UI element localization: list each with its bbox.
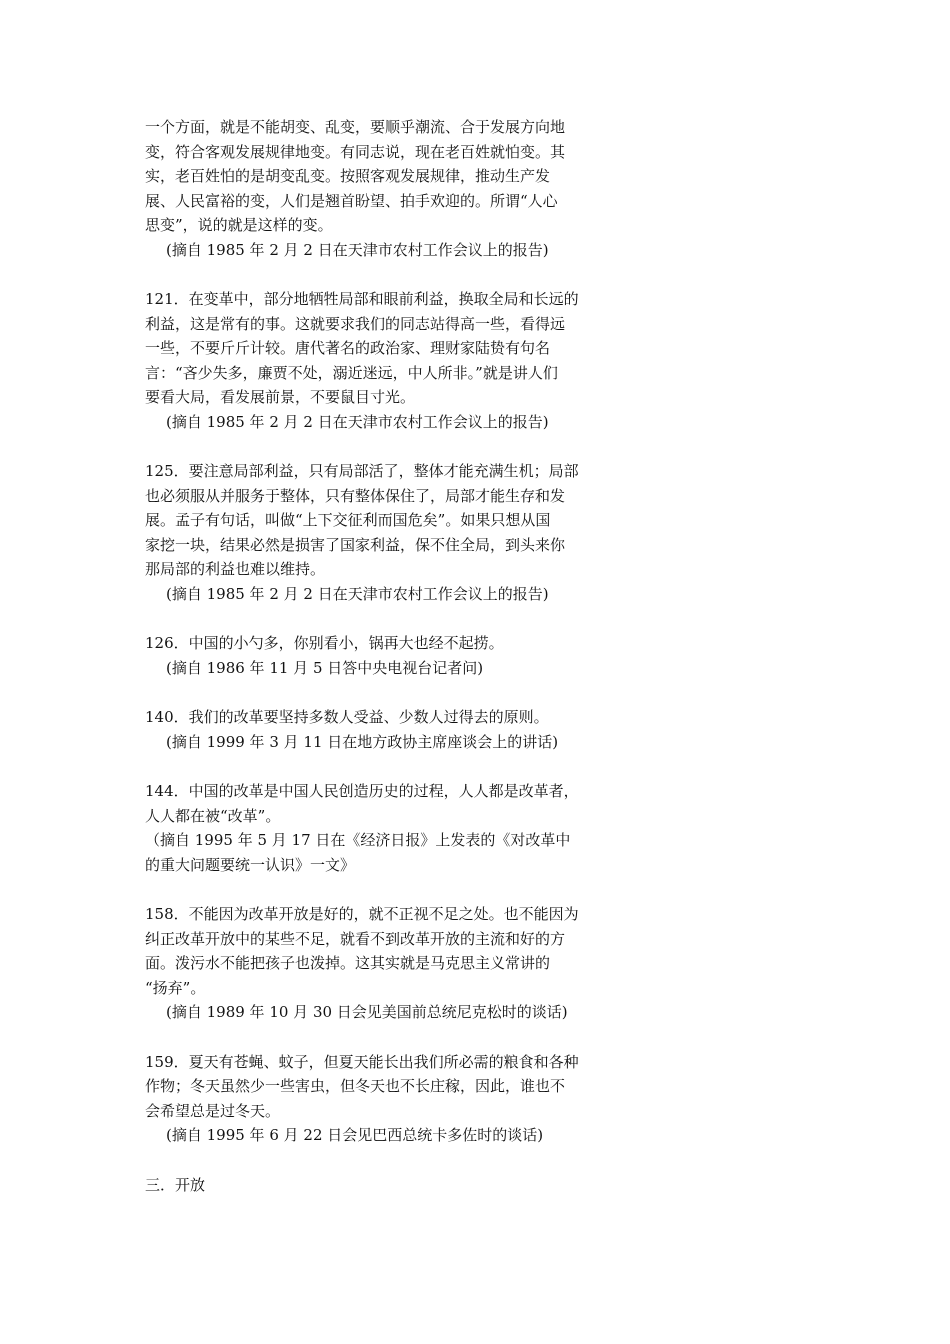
source-citation: (摘自 1985 年 2 月 2 日在天津市农村工作会议上的报告) — [166, 240, 549, 259]
quote-block — [145, 459, 645, 631]
quote-line: “扬弃”。 — [145, 978, 206, 997]
paragraph-gap — [145, 434, 645, 459]
quote-line: 展。孟子有句话，叫做“上下交征利而国危矣”。如果只想从国 — [145, 511, 551, 529]
quote-line: 面。泼污水不能把孩子也泼掉。这其实就是马克思主义常讲的 — [145, 954, 551, 972]
quote-block — [145, 287, 645, 459]
source-citation: (摘自 1989 年 10 月 30 日会见美国前总统尼克松时的谈话) — [166, 1003, 568, 1021]
quote-line: 实，老百姓怕的是胡变乱变。按照客观发展规律，推动生产发 — [145, 167, 551, 185]
paragraph-gap — [145, 1148, 645, 1173]
quote-line: 利益，这是常有的事。这就要求我们的同志站得高一些，看得远 — [145, 314, 566, 333]
quote-line: 变，符合客观发展规律地变。有同志说，现在老百姓就怕变。其 — [145, 142, 566, 161]
document-page — [145, 115, 645, 1197]
source-citation: (摘自 1986 年 11 月 5 日答中央电视台记者问) — [166, 658, 484, 677]
quote-line: 人人都在被“改革”。 — [145, 806, 281, 825]
quote-line: 一些，不要斤斤计较。唐代著名的政治家、理财家陆贽有句名 — [145, 339, 551, 357]
quote-line: 会希望总是过冬天。 — [145, 1101, 281, 1120]
paragraph-gap — [145, 754, 645, 779]
quote-line: 也必须服从并服务于整体，只有整体保住了，局部才能生存和发 — [145, 486, 566, 505]
quote-block — [145, 902, 645, 1050]
quote-line: 纠正改革开放中的某些不足，就看不到改革开放的主流和好的方 — [145, 929, 566, 948]
paragraph-gap — [145, 262, 645, 287]
quote-line: 一个方面，就是不能胡变、乱变，要顺乎潮流、合于发展方向地 — [145, 118, 566, 136]
quote-line: 121．在变革中，部分地牺牲局部和眼前利益，换取全局和长远的 — [145, 290, 579, 308]
quote-line: 那局部的利益也难以维持。 — [145, 560, 326, 578]
paragraph-gap — [145, 877, 645, 902]
quote-block — [145, 1050, 645, 1173]
quote-line: 思变”，说的就是这样的变。 — [145, 216, 333, 234]
quote-line: 140．我们的改革要坚持多数人受益、少数人过得去的原则。 — [145, 708, 549, 726]
source-citation: （摘自 1995 年 5 月 17 日在《经济日报》上发表的《对改革中 — [145, 831, 571, 849]
source-citation: (摘自 1995 年 6 月 22 日会见巴西总统卡多佐时的谈话) — [166, 1126, 544, 1144]
source-citation: (摘自 1985 年 2 月 2 日在天津市农村工作会议上的报告) — [166, 584, 549, 603]
quote-line: 144．中国的改革是中国人民创造历史的过程，人人都是改革者， — [145, 782, 579, 800]
paragraph-gap — [145, 680, 645, 705]
document-body — [145, 115, 645, 1173]
source-citation: (摘自 1999 年 3 月 11 日在地方政协主席座谈会上的讲话) — [166, 732, 559, 751]
quote-block — [145, 779, 645, 902]
quote-block — [145, 705, 645, 779]
source-citation: 的重大问题要统一认识》一文》 — [145, 855, 356, 874]
quote-line: 126．中国的小勺多，你别看小，锅再大也经不起捞。 — [145, 634, 504, 652]
quote-line: 言：“吝少失多，廉贾不处，溺近迷远，中人所非。”就是讲人们 — [145, 363, 558, 382]
section-heading: 三．开放 — [145, 1175, 206, 1194]
quote-line: 展、人民富裕的变，人们是翘首盼望、拍手欢迎的。所谓“人心 — [145, 191, 558, 210]
paragraph-gap — [145, 1025, 645, 1050]
quote-line: 作物；冬天虽然少一些害虫，但冬天也不长庄稼，因此，谁也不 — [145, 1077, 566, 1095]
quote-line: 159．夏天有苍蝇、蚊子，但夏天能长出我们所必需的粮食和各种 — [145, 1052, 579, 1071]
quote-line: 家挖一块，结果必然是损害了国家利益，保不住全局，到头来你 — [145, 535, 566, 554]
paragraph-gap — [145, 606, 645, 631]
source-citation: (摘自 1985 年 2 月 2 日在天津市农村工作会议上的报告) — [166, 412, 549, 431]
quote-block — [145, 631, 645, 705]
quote-line: 要看大局，看发展前景，不要鼠目寸光。 — [145, 388, 416, 406]
quote-line: 125．要注意局部利益，只有局部活了，整体才能充满生机；局部 — [145, 462, 579, 480]
quote-line: 158．不能因为改革开放是好的，就不正视不足之处。也不能因为 — [145, 905, 579, 923]
quote-block — [145, 115, 645, 287]
